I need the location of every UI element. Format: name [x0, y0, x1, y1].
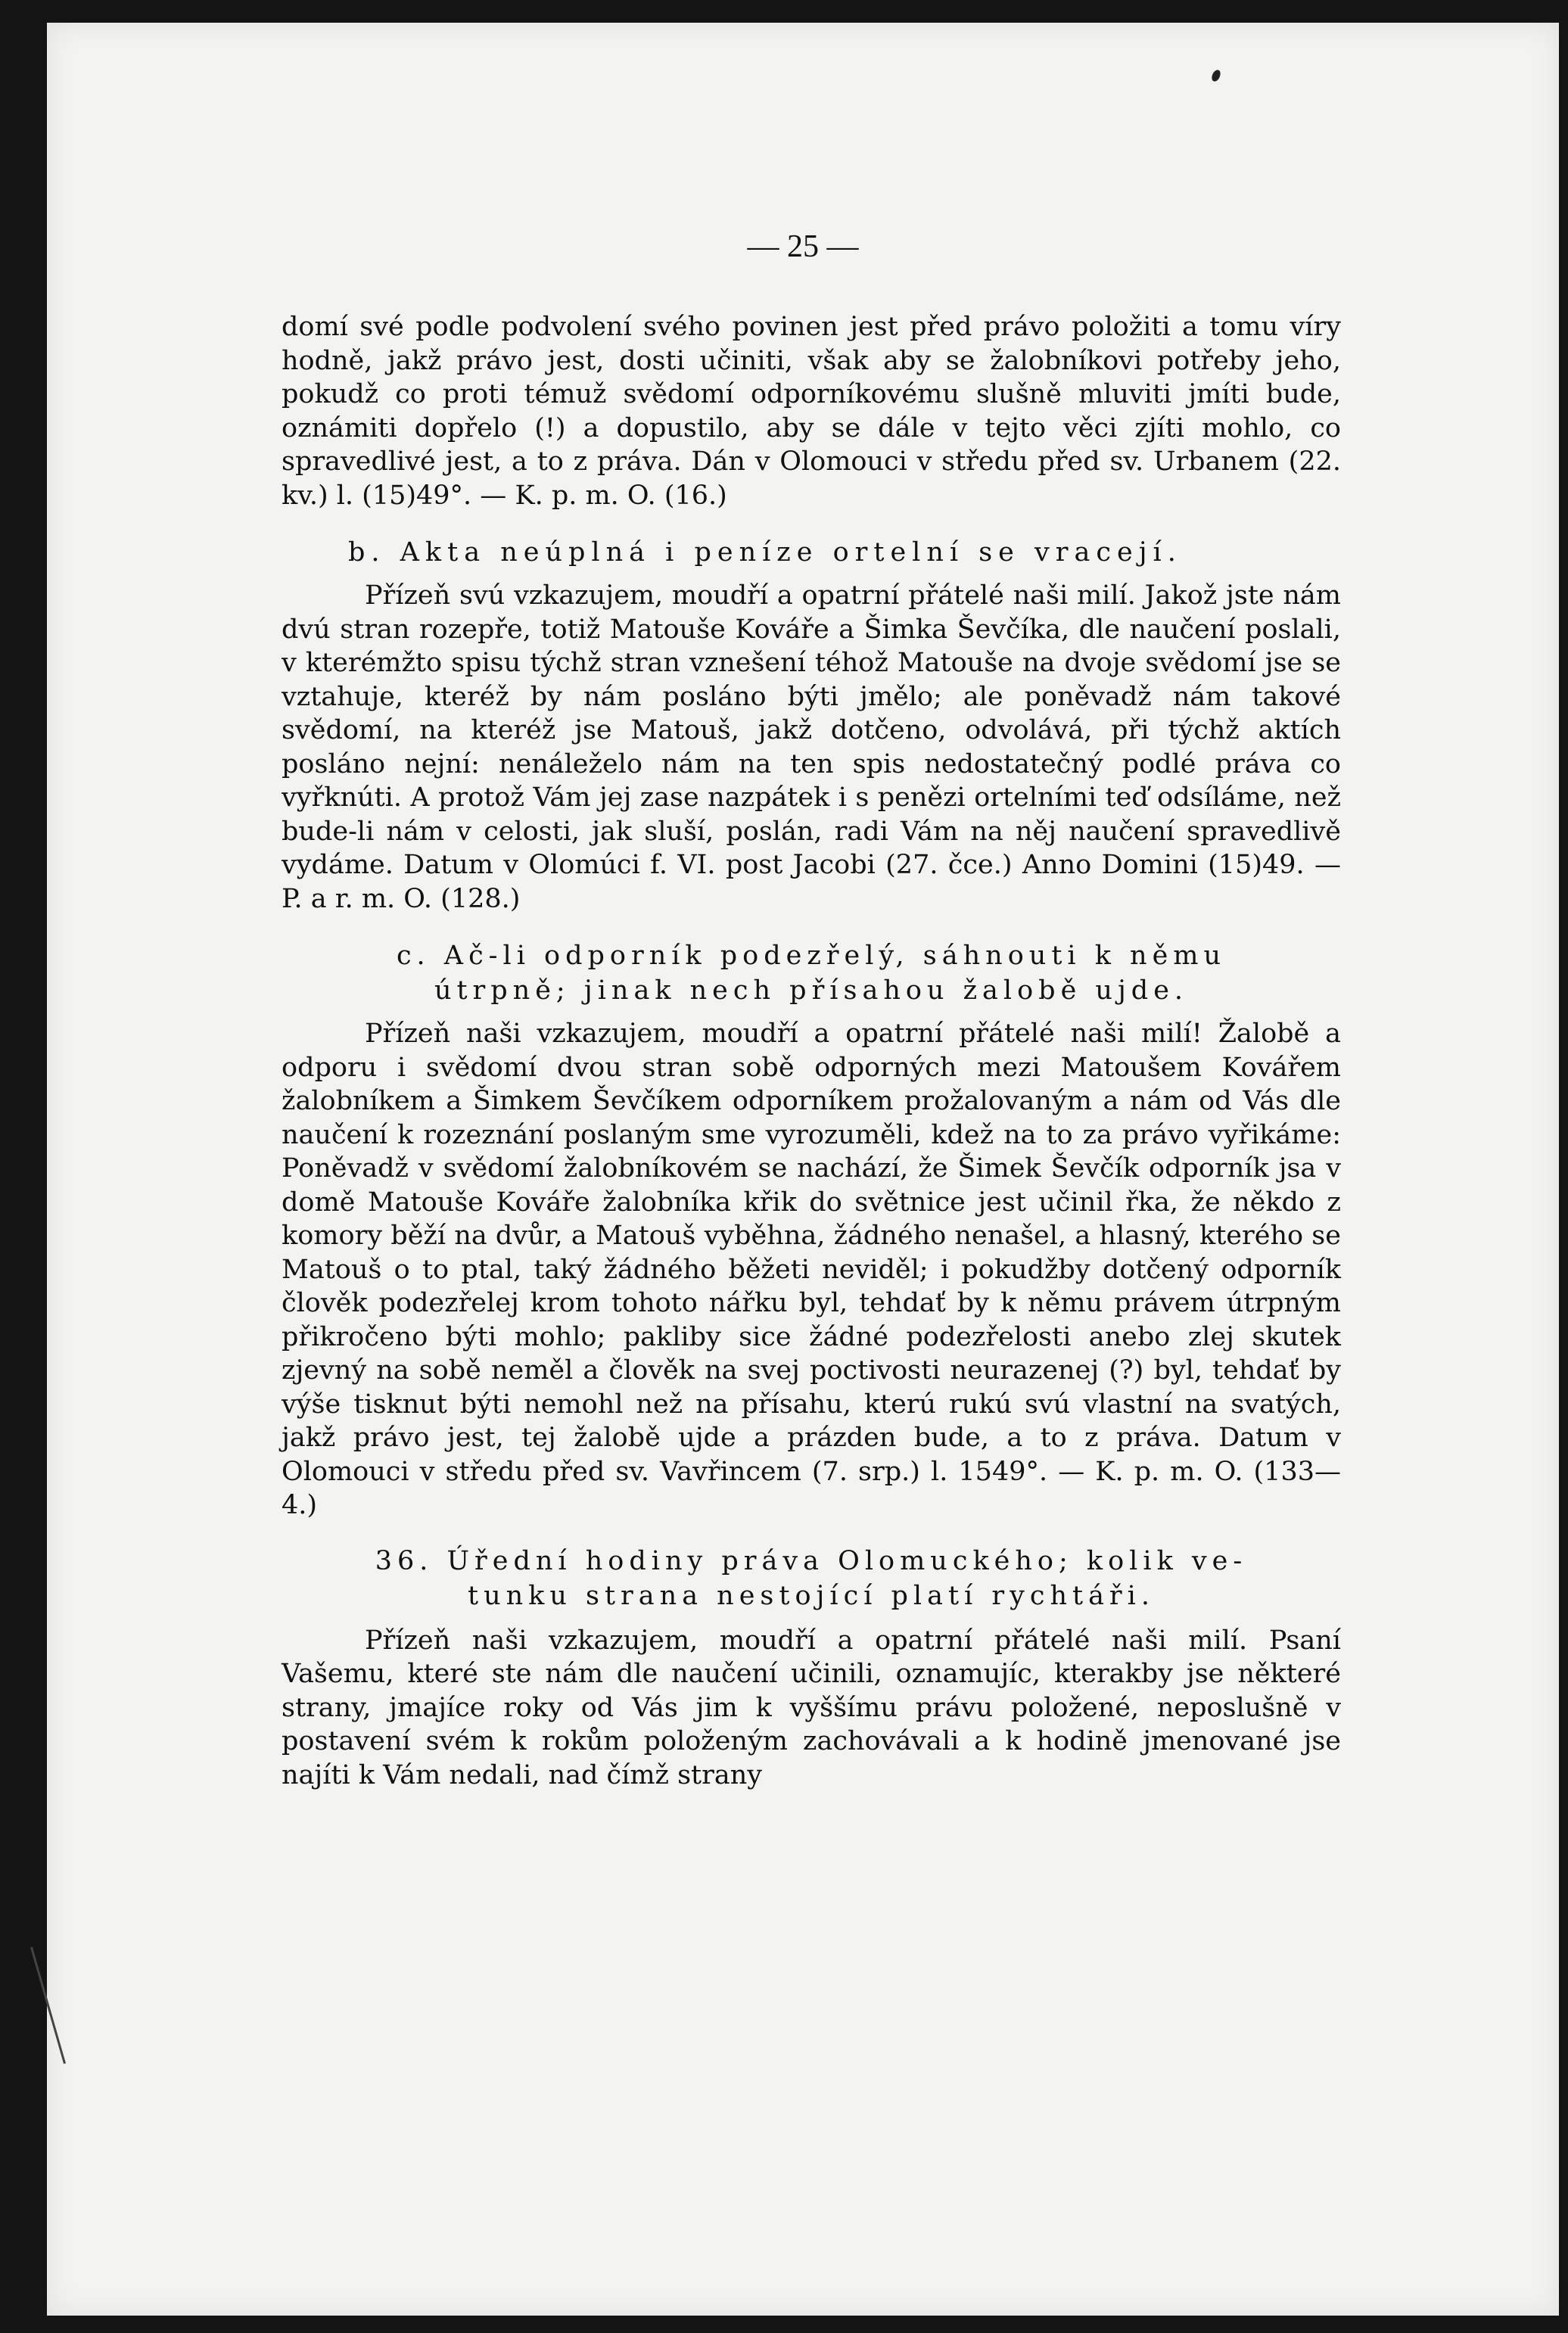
section-b-text: Přízeň svú vzkazujem, moudří a opatrní přátelé naši milí. Jakož jste nám dvú stran rozepře, totiž Matouše Kováře a Šimka Ševčíka, dle naučení poslali, v kterémžto spisu týchž stran vznešení téhož Matouše na dvoje svědomí jse se vztahuje, kteréž by nám posláno býti jmělo; ale poněvadž nám takové svědomí, na kteréž jse Matouš, jakž dotčeno, odvolává, při týchž aktích posláno nejní: nenáleželo nám na ten spis nedostatečný podlé práva co vyřknúti. A protož Vám jej zase nazpátek i s penězi ortelními teď odsíláme, než bude-li nám v celosti, jak sluší, poslán, radi Vám na něj naučení spravedlivě vydáme. Datum v Olomúci f. VI. post Jacobi (27. čce.) Anno Domini (15)49. — P. a r. m. O. (128.): [282, 580, 1341, 914]
ink-speck: [1210, 69, 1222, 83]
section-c-heading-line2: útrpně; jinak nech přísahou žalobě ujde.: [434, 975, 1189, 1006]
continuation-paragraph: domí své podle podvolení svého povinen jest před právo položiti a tomu víry hodně, jakž právo jest, dosti učiniti, však aby se žalobníkovi potřeby jeho, pokudž co proti témuž svědomí odporníkovému slušně mluviti jmíti bude, oznámiti dopřelo (!) a dopustilo, aby se dále v tejto věci zjíti mohlo, co spravedlivé jest, a to z práva. Dán v Olomouci v středu před sv. Urbanem (22. kv.) l. (15)49°. — K. p. m. O. (16.): [282, 312, 1341, 511]
book-page: [47, 23, 1559, 2316]
section-36-heading-line1: 36. Úřední hodiny práva Olomuckého; kolik ve-: [375, 1545, 1248, 1576]
section-c-heading-line1: c. Ač-li odporník podezřelý, sáhnouti k němu: [396, 941, 1227, 971]
section-36-heading-line2: tunku strana nestojící platí rychtáři.: [468, 1580, 1155, 1611]
page-number: — 25 —: [747, 229, 859, 264]
section-b-heading: b. Akta neúplná i peníze ortelní se vracejí.: [348, 537, 1182, 568]
section-36-text: Přízeň naši vzkazujem, moudří a opatrní přátelé naši milí. Psaní Vašemu, které ste nám dle naučení učinili, oznamujíc, kterakby jse některé strany, jmajíce roky od Vás jim k vyššímu právu položené, neposlušně v postavení svém k rokům položeným zachovávali a k hodině jmenované jse najíti k Vám nedali, nad čímž strany: [282, 1625, 1341, 1790]
text-column: [282, 301, 1341, 1792]
margin-scratch: [30, 1947, 66, 2064]
section-c-text: Přízeň naši vzkazujem, moudří a opatrní přátelé naši milí! Žalobě a odporu i svědomí dvou stran sobě odporných mezi Matoušem Kovářem žalobníkem a Šimkem Ševčíkem odporníkem prožalovaným a nám od Vás dle naučení k rozeznání poslaným sme vyrozuměli, kdež na to za právo vyřikáme: Poněvadž v svědomí žalobníkovém se nachází, že Šimek Ševčík odporník jsa v domě Matouše Kováře žalobníka křik do světnice jest učinil řka, že někdo z komory běží na dvůr, a Matouš vyběhna, žádného nenašel, a hlasný, kterého se Matouš o to ptal, taký žádného běžeti neviděl; i pokudžby dotčený odporník člověk podezřelej krom tohoto nářku byl, tehdať by k němu právem útrpným přikročeno býti mohlo; pakliby sice žádné podezřelosti anebo zlej skutek zjevný na sobě neměl a člověk na svej poctivosti neurazenej (?) byl, tehdať by výše tisknut býti nemohl než na přísahu, kterú rukú svú vlastní na svatých, jakž právo jest, tej žalobě ujde a prázden bude, a to z práva. Datum v Olomouci v středu před sv. Vavřincem (7. srp.) l. 1549°. — K. p. m. O. (133—4.): [282, 1019, 1341, 1520]
